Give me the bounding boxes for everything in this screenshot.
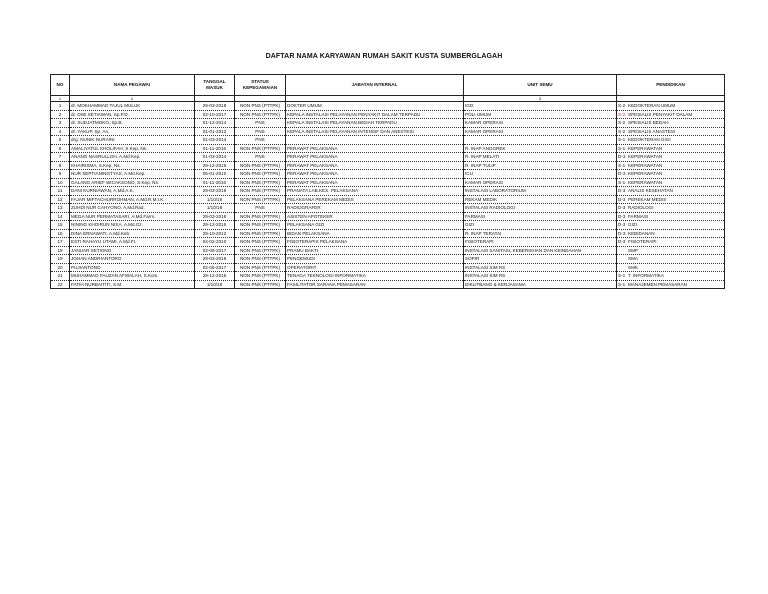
subheader-nama: 2 <box>70 96 195 102</box>
header-no: NO <box>51 75 70 96</box>
row-nama-cell: NUR SEPTIANINGTYAS, A.Md.Kep. <box>70 170 195 179</box>
row-tanggal-cell: 04-02-2010 <box>195 238 235 247</box>
row-tanggal-cell: 05-01-2010 <box>195 170 235 179</box>
row-jabatan-cell: PRANATA LAB.KES. PELAKSANA <box>286 187 464 196</box>
table-row <box>51 119 725 128</box>
row-jabatan-cell: ASISTEN APOTEKER <box>286 212 464 221</box>
row-no-cell: 18 <box>51 246 70 255</box>
row-status-cell: NON PNS (PTTPK) <box>235 221 286 230</box>
row-pendidikan-cell <box>617 238 725 247</box>
row-tanggal-cell: 02-10-2017 <box>195 110 235 119</box>
row-status-cell: NON PNS (PTTPK) <box>235 229 286 238</box>
row-jabatan-cell: PERAWAT PELAKSANA <box>286 153 464 162</box>
table-body <box>51 102 725 289</box>
row-status-cell: NON PNS (PTTPK) <box>235 102 286 111</box>
row-tanggal-cell: 29-03-2018 <box>195 212 235 221</box>
row-nama-cell: JOHAN ANDRIANTORO <box>70 255 195 264</box>
row-tanggal-cell: 29-03-2018 <box>195 255 235 264</box>
row-jabatan-cell: DOKTER UMUM <box>286 102 464 111</box>
row-no-cell: 17 <box>51 238 70 247</box>
pendidikan-field: SMA <box>628 256 638 261</box>
row-status-cell: NON PNS (PTTPK) <box>235 272 286 281</box>
row-tanggal-cell: 29-03-2018 <box>195 187 235 196</box>
row-nama-cell: drg. NUNIK NURAINI <box>70 136 195 145</box>
row-tanggal-cell: 01-11-2016 <box>195 144 235 153</box>
row-status-cell: NON PNS (PTTPK) <box>235 187 286 196</box>
row-pendidikan-cell <box>617 110 725 119</box>
row-status-cell: NON PNS (PTTPK) <box>235 255 286 264</box>
table-row <box>51 272 725 281</box>
row-status-cell: NON PNS (PTTPK) <box>235 170 286 179</box>
table-row <box>51 144 725 153</box>
row-no-cell: 7 <box>51 153 70 162</box>
row-pendidikan-cell <box>617 195 725 204</box>
subheader-no: 1 <box>51 96 70 102</box>
row-tanggal-cell: 29-12-2015 <box>195 161 235 170</box>
row-unit-cell: REKAM MEDIK <box>464 195 617 204</box>
pendidikan-field: SMK <box>628 264 638 270</box>
pendidikan-field: FARMASI <box>628 213 649 219</box>
pendidikan-field: SPESIALIS PENYAKIT DALAM <box>628 111 693 117</box>
row-status-cell: NON PNS (PTTPK) <box>235 178 286 187</box>
row-tanggal-cell: 01-11-2016 <box>195 178 235 187</box>
row-pendidikan-cell <box>617 136 725 145</box>
row-nama-cell: JANUAR SETIONO <box>70 246 195 255</box>
table-row <box>51 161 725 170</box>
pendidikan-level: D-3 <box>618 222 626 227</box>
row-nama-cell: NINING KHOIRUN NISA, A.Md.Gz. <box>70 221 195 230</box>
row-no-cell: 5 <box>51 136 70 145</box>
row-no-cell: 14 <box>51 212 70 221</box>
pendidikan-field: T. INFORMATIKA <box>628 273 664 278</box>
row-unit-cell: POLI UMUM <box>464 110 617 119</box>
row-unit-cell: KAMAR OPERASI <box>464 119 617 128</box>
row-nama-cell: FATIH NURBAITITI, S.M. <box>70 280 195 289</box>
pendidikan-field: ANALIS KESEHATAN <box>628 188 673 193</box>
table-row <box>51 212 725 221</box>
pendidikan-level: S-1 <box>618 162 626 168</box>
pendidikan-level: S-2 <box>618 111 626 117</box>
row-nama-cell: KHAIRISMA, S.Kep, Ns. <box>70 161 195 170</box>
pendidikan-field: KEPERAWATAN <box>628 145 663 151</box>
row-jabatan-cell: KEPALA INSTALASI PELAYANAN PENYAKIT DALAM TERPADU <box>286 110 464 119</box>
pendidikan-field: KEPERAWATAN <box>628 171 663 176</box>
header-status: STATUS KEPEGAWAIAN <box>235 75 286 96</box>
table-row <box>51 102 725 111</box>
row-tanggal-cell: 01-03-2014 <box>195 153 235 162</box>
row-status-cell: NON PNS (PTTPK) <box>235 238 286 247</box>
table-row <box>51 170 725 179</box>
row-tanggal-cell: 01-03-2014 <box>195 136 235 145</box>
pendidikan-level: S-1 <box>618 179 626 185</box>
row-unit-cell: FISIOTERAPI <box>464 238 617 247</box>
row-jabatan-cell: PELAKSANA GIZI <box>286 221 464 230</box>
table-row <box>51 246 725 255</box>
row-nama-cell: ANANG NASRULLOH, A.Md.Kep. <box>70 153 195 162</box>
row-jabatan-cell: PRAMU BAKTI <box>286 246 464 255</box>
row-jabatan-cell: FISIOTERAPIS PELAKSANA <box>286 238 464 247</box>
row-no-cell: 11 <box>51 187 70 196</box>
row-nama-cell: DANI KURNIAWAN, A.Md.A.K. <box>70 187 195 196</box>
pendidikan-level: S-2 <box>618 120 626 125</box>
row-pendidikan-cell <box>617 187 725 196</box>
pendidikan-field: FISIOTERAPI <box>628 239 657 244</box>
row-no-cell: 4 <box>51 127 70 136</box>
row-pendidikan-cell <box>617 102 725 111</box>
row-no-cell: 9 <box>51 170 70 179</box>
pendidikan-level: S-1 <box>618 145 626 151</box>
row-tanggal-cell: 01-01-2012 <box>195 127 235 136</box>
row-pendidikan-cell <box>617 221 725 230</box>
row-unit-cell: R. INAP TULIP <box>464 161 617 170</box>
employee-table <box>50 74 725 289</box>
row-nama-cell: DINA ERNAWATI, A.Md.Keb. <box>70 229 195 238</box>
pendidikan-field: RADIOLOGI <box>628 205 654 210</box>
table-row <box>51 195 725 204</box>
row-jabatan-cell: OPERATORIT <box>286 263 464 272</box>
row-pendidikan-cell <box>617 153 725 162</box>
row-nama-cell: MEGA NUR PERMATASARI, A.Md.Farm. <box>70 212 195 221</box>
pendidikan-level: D-3 <box>618 188 626 193</box>
row-no-cell: 19 <box>51 255 70 264</box>
row-pendidikan-cell <box>617 144 725 153</box>
row-no-cell: 10 <box>51 178 70 187</box>
header-jabatan: JABATAN INTERNAL <box>286 75 464 96</box>
row-jabatan-cell: RADIOGRAFER <box>286 204 464 213</box>
row-unit-cell: SOPIR <box>464 255 617 264</box>
row-nama-cell: dr. MOKHAMMAD TAJUL MULUK <box>70 102 195 111</box>
pendidikan-level: D-3 <box>618 196 626 202</box>
row-pendidikan-cell <box>617 255 725 264</box>
header-nama: NAMA PEGAWAI <box>70 75 195 96</box>
row-nama-cell: dr. SUDJATMOKO, Sp.B. <box>70 119 195 128</box>
row-unit-cell: KAMAR OPERASI <box>464 127 617 136</box>
row-pendidikan-cell <box>617 127 725 136</box>
row-pendidikan-cell <box>617 178 725 187</box>
table-row <box>51 238 725 247</box>
pendidikan-field: KEDOKTERAN GIGI <box>628 137 671 142</box>
row-no-cell: 6 <box>51 144 70 153</box>
table-row <box>51 136 725 145</box>
pendidikan-field: KEBIDANAN <box>628 230 655 236</box>
row-jabatan-cell: PERAWAT PELAKSANA <box>286 178 464 187</box>
row-nama-cell: GALANG ARIEF WICAKSONO, S.Kep, Ns. <box>70 178 195 187</box>
row-status-cell: NON PNS (PTTPK) <box>235 110 286 119</box>
row-pendidikan-cell <box>617 161 725 170</box>
table-header-row <box>51 75 725 96</box>
pendidikan-field: SPESIALIS ANASTESI <box>628 128 676 134</box>
row-nama-cell: dr. DWI SETIAWAN, Sp.P.D. <box>70 110 195 119</box>
row-no-cell: 22 <box>51 280 70 289</box>
row-status-cell: PNS <box>235 136 286 145</box>
pendidikan-level: S-1 <box>618 137 626 142</box>
table-row <box>51 263 725 272</box>
row-no-cell: 20 <box>51 263 70 272</box>
row-status-cell: NON PNS (PTTPK) <box>235 246 286 255</box>
row-pendidikan-cell <box>617 119 725 128</box>
pendidikan-level: S-2 <box>618 128 626 134</box>
row-unit-cell: KAMAR OPERASI <box>464 178 617 187</box>
row-tanggal-cell: 02-06-2017 <box>195 246 235 255</box>
row-unit-cell: ICU <box>464 170 617 179</box>
row-no-cell: 3 <box>51 119 70 128</box>
table-row <box>51 187 725 196</box>
row-pendidikan-cell <box>617 204 725 213</box>
row-unit-cell: IGD <box>464 102 617 111</box>
row-nama-cell: ESTI RAHAYU UTAMI, A.Md.Ft. <box>70 238 195 247</box>
row-unit-cell: R. INAP ANGGREK <box>464 144 617 153</box>
row-pendidikan-cell <box>617 280 725 289</box>
header-pendidikan: PENDIDIKAN <box>617 75 725 96</box>
row-jabatan-cell: PENGEMUDI <box>286 255 464 264</box>
row-status-cell: NON PNS (PTTPK) <box>235 195 286 204</box>
pendidikan-field: KEPERAWATAN <box>628 162 663 168</box>
table-row <box>51 110 725 119</box>
row-unit-cell: INSTALASI SANITASI, KEBERSIHAN DAN KEINDAHAN <box>464 246 617 255</box>
row-jabatan-cell: PELAKSANA PEREKAM MEDIS <box>286 195 464 204</box>
row-pendidikan-cell <box>617 229 725 238</box>
row-tanggal-cell: 29-12-2015 <box>195 221 235 230</box>
row-tanggal-cell: 01-12-2014 <box>195 119 235 128</box>
row-jabatan-cell: KEPALA INSTALASI PELAYANAN INTENSIF DAN ANESTESI <box>286 127 464 136</box>
row-status-cell: PNS <box>235 127 286 136</box>
row-status-cell: NON PNS (PTTPK) <box>235 161 286 170</box>
row-no-cell: 16 <box>51 229 70 238</box>
row-unit-cell: GIZI <box>464 221 617 230</box>
row-no-cell: 2 <box>51 110 70 119</box>
row-nama-cell: FAJAR MIFTACHURROHMAN, A.Md.R.M.I.K. <box>70 195 195 204</box>
row-unit-cell: INSTALASI SIM RS <box>464 263 617 272</box>
row-jabatan-cell: PERAWAT PELAKSANA <box>286 161 464 170</box>
document-title: DAFTAR NAMA KARYAWAN RUMAH SAKIT KUSTA SUMBERGLAGAH <box>265 53 503 60</box>
pendidikan-level: D-3 <box>618 171 626 176</box>
row-jabatan-cell: PERAWAT PELAKSANA <box>286 170 464 179</box>
row-status-cell: NON PNS (PTTPK) <box>235 280 286 289</box>
row-status-cell: PNS <box>235 204 286 213</box>
pendidikan-level: S-2 <box>618 103 626 108</box>
row-jabatan-cell: TENAGA TEKNOLOGI INFORMATIKA <box>286 272 464 281</box>
pendidikan-field: SPESIALIS BEDAH <box>628 120 669 125</box>
table-row <box>51 127 725 136</box>
table-row <box>51 178 725 187</box>
table-row <box>51 229 725 238</box>
row-unit-cell: INSTALASI LABORATORIUM <box>464 187 617 196</box>
row-no-cell: 1 <box>51 102 70 111</box>
row-unit-cell: R. INAP TERATAI <box>464 229 617 238</box>
row-tanggal-cell: 29-03-2018 <box>195 102 235 111</box>
row-pendidikan-cell <box>617 272 725 281</box>
pendidikan-level: D-3 <box>618 154 626 159</box>
pendidikan-field: KEPERAWATAN <box>628 154 663 159</box>
pendidikan-field: PEREKAM MEDIS <box>628 196 667 202</box>
pendidikan-field: SMP <box>628 247 638 253</box>
row-status-cell: PNS <box>235 119 286 128</box>
pendidikan-field: GIZI <box>628 222 637 227</box>
row-jabatan-cell: BIDAN PELAKSANA <box>286 229 464 238</box>
row-status-cell: NON PNS (PTTPK) <box>235 144 286 153</box>
subheader-unit: 3 <box>464 96 617 102</box>
row-tanggal-cell: 1/10/18 <box>195 195 235 204</box>
row-status-cell: PNS <box>235 153 286 162</box>
row-nama-cell: AMALIYATUL KHOLIFAH, S.Kep, Ns. <box>70 144 195 153</box>
header-tanggal: TANGGAL MASUK <box>195 75 235 96</box>
row-unit-cell: FARMASI <box>464 212 617 221</box>
row-no-cell: 8 <box>51 161 70 170</box>
row-jabatan-cell: PERAWAT PELAKSANA <box>286 144 464 153</box>
row-jabatan-cell: KEPALA INSTALASI PELAYANAN BEDAH TERPADU <box>286 119 464 128</box>
row-pendidikan-cell <box>617 246 725 255</box>
row-tanggal-cell: 1/10/18 <box>195 280 235 289</box>
pendidikan-field: KEDOKTERAN UMUM <box>628 103 676 108</box>
row-pendidikan-cell <box>617 212 725 221</box>
row-no-cell: 21 <box>51 272 70 281</box>
header-unit: UNIT SEMU <box>464 75 617 96</box>
pendidikan-field: MANAJEMEN PEMASARAN <box>628 281 687 287</box>
pendidikan-level: D-3 <box>618 230 626 236</box>
row-no-cell: 13 <box>51 204 70 213</box>
row-tanggal-cell: 29-12-2015 <box>195 272 235 281</box>
pendidikan-level: S-1 <box>618 281 626 287</box>
row-nama-cell: PUJIANTONO <box>70 263 195 272</box>
row-unit-cell: INSTALASI RADIOLOGI <box>464 204 617 213</box>
row-no-cell: 12 <box>51 195 70 204</box>
row-jabatan-cell <box>286 136 464 145</box>
row-tanggal-cell: 29-10-2012 <box>195 229 235 238</box>
row-no-cell: 15 <box>51 221 70 230</box>
table-row <box>51 255 725 264</box>
row-pendidikan-cell <box>617 170 725 179</box>
pendidikan-level: D-3 <box>618 239 626 244</box>
pendidikan-field: KEPERAWATAN <box>628 179 663 185</box>
row-jabatan-cell: FASILITATOR SARANA PEMASARAN <box>286 280 464 289</box>
row-status-cell: NON PNS (PTTPK) <box>235 263 286 272</box>
row-nama-cell: ZUHDI NUR CAHYONO, A.Md.Rad. <box>70 204 195 213</box>
row-nama-cell: dr. YAKUP, Sp. An. <box>70 127 195 136</box>
table-row <box>51 221 725 230</box>
row-unit-cell: INSTALASI SIM RS <box>464 272 617 281</box>
row-unit-cell: R. INAP MELATI <box>464 153 617 162</box>
row-tanggal-cell: 1/10/18 <box>195 204 235 213</box>
row-pendidikan-cell <box>617 263 725 272</box>
pendidikan-level: S-1 <box>618 273 626 278</box>
table-row <box>51 153 725 162</box>
pendidikan-level: D-3 <box>618 205 626 210</box>
row-unit-cell <box>464 136 617 145</box>
row-unit-cell: DIKLITBANG & KERJASAMA <box>464 280 617 289</box>
table-row <box>51 204 725 213</box>
table-row <box>51 280 725 289</box>
row-nama-cell: MUHAMMAD FAUZAN AFWALAH, S.Kom. <box>70 272 195 281</box>
row-tanggal-cell: 02-06-2017 <box>195 263 235 272</box>
pendidikan-level: D-3 <box>618 213 626 219</box>
row-status-cell: NON PNS (PTTPK) <box>235 212 286 221</box>
